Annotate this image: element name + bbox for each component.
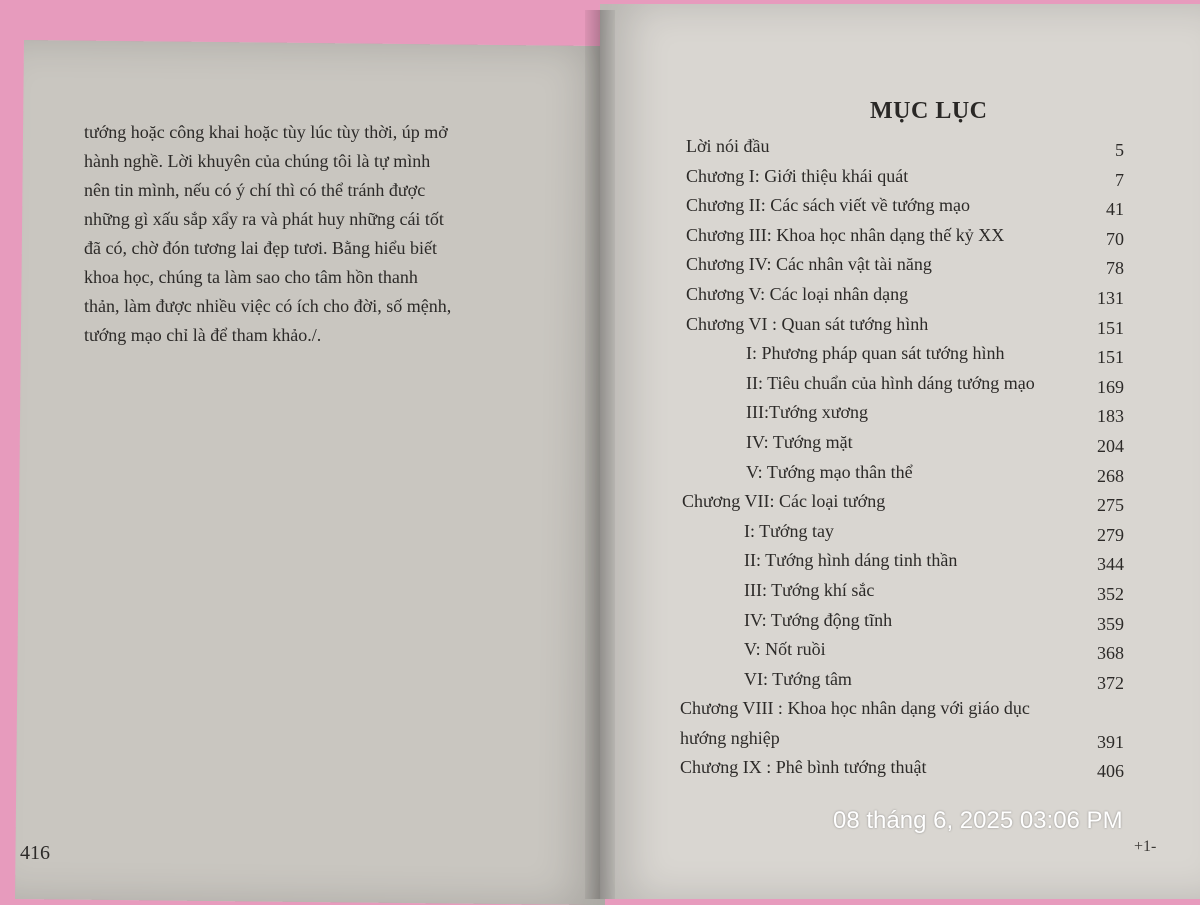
toc-entry [678, 312, 1156, 342]
toc-entry [678, 193, 1156, 223]
toc-subentry [678, 460, 1156, 490]
toc-entry-page: 368 [1097, 643, 1124, 664]
left-page-number: 416 [20, 842, 50, 864]
toc-entry-page: 275 [1097, 495, 1124, 516]
toc-entry-page: 268 [1097, 465, 1124, 486]
toc-subentry [678, 371, 1156, 401]
photo-timestamp: 08 tháng 6, 2025 03:06 PM [833, 807, 1123, 834]
toc-entry [678, 489, 1156, 519]
toc-entry-label: Chương VII: Các loại tướng [682, 491, 886, 512]
body-line: tướng mạo chỉ là để tham khảo./. [84, 325, 322, 345]
toc-entry-label: Chương III: Khoa học nhân dạng thế kỷ XX [686, 224, 1005, 245]
toc-entry-page: 41 [1106, 199, 1124, 220]
body-line: tướng hoặc công khai hoặc tùy lúc tùy thời, úp mở [84, 122, 448, 142]
toc-subentry [678, 637, 1156, 667]
toc-subentry [678, 341, 1156, 371]
table-of-contents [678, 134, 1156, 785]
toc-entry-label: VI: Tướng tâm [744, 668, 852, 689]
toc-entry-page: 78 [1106, 258, 1124, 279]
toc-entry-page: 169 [1097, 376, 1124, 397]
toc-entry-page: 406 [1097, 761, 1124, 782]
body-line: khoa học, chúng ta làm sao cho tâm hồn thanh [84, 267, 418, 287]
toc-entry [678, 696, 1156, 726]
toc-subentry [678, 578, 1156, 608]
toc-entry-page: 372 [1097, 672, 1124, 693]
body-line: những gì xấu sắp xẩy ra và phát huy những cái tốt [84, 209, 444, 229]
body-line: nên tin mình, nếu có ý chí thì có thể tránh được [84, 180, 426, 200]
body-line: đã có, chờ đón tương lai đẹp tươi. Bằng hiểu biết [84, 238, 437, 258]
body-line: thản, làm được nhiều việc có ích cho đời, số mệnh, [84, 296, 452, 316]
toc-subentry [678, 548, 1156, 578]
toc-entry [678, 282, 1156, 312]
toc-entry-label: V: Tướng mạo thân thể [746, 461, 913, 482]
book-gutter [585, 10, 615, 899]
toc-entry-label: Chương IX : Phê bình tướng thuật [680, 757, 927, 778]
toc-entry-label: III: Tướng khí sắc [744, 579, 875, 600]
toc-subentry [678, 519, 1156, 549]
toc-entry-label: Chương II: Các sách viết về tướng mạo [686, 195, 970, 216]
toc-entry-page: 151 [1097, 317, 1124, 338]
toc-entry-page: 70 [1106, 228, 1124, 249]
toc-entry-label: Chương I: Giới thiệu khái quát [686, 165, 909, 186]
toc-entry [678, 223, 1156, 253]
right-page-number: +1- [1134, 838, 1157, 855]
toc-entry-label: Lời nói đầu [686, 136, 770, 156]
toc-subentry [678, 430, 1156, 460]
toc-entry-label: I: Tướng tay [744, 520, 834, 541]
toc-entry-page: 391 [1097, 731, 1124, 752]
toc-entry-label: Chương VIII : Khoa học nhân dạng với giáo dục [680, 698, 1030, 719]
toc-entry-page: 183 [1097, 406, 1124, 427]
toc-title: MỤC LỤC [870, 98, 988, 124]
toc-entry [678, 134, 1156, 164]
toc-entry-label: III:Tướng xương [746, 402, 869, 423]
toc-entry-page: 7 [1115, 169, 1124, 190]
toc-entry-page: 359 [1097, 613, 1124, 634]
toc-subentry [678, 667, 1156, 697]
toc-entry-label: V: Nốt ruồi [744, 639, 826, 660]
toc-entry-label: II: Tướng hình dáng tinh thần [744, 550, 958, 571]
toc-entry-label: Chương V: Các loại nhân dạng [686, 283, 909, 304]
left-page-body [84, 118, 544, 350]
toc-entry-page: 131 [1097, 287, 1124, 308]
toc-entry [678, 252, 1156, 282]
toc-entry-label: IV: Tướng động tĩnh [744, 609, 893, 630]
toc-entry-label: II: Tiêu chuẩn của hình dáng tướng mạo [746, 372, 1035, 393]
toc-entry-page: 5 [1115, 140, 1124, 160]
toc-entry [678, 726, 1156, 756]
toc-entry [678, 164, 1156, 194]
toc-entry-label: IV: Tướng mặt [746, 431, 853, 452]
body-line: hành nghề. Lời khuyên của chúng tôi là tự mình [84, 151, 431, 171]
toc-entry-page: 204 [1097, 435, 1124, 456]
toc-entry [678, 755, 1156, 785]
toc-subentry [678, 608, 1156, 638]
toc-entry-label: hướng nghiệp [680, 727, 780, 748]
toc-entry-label: Chương IV: Các nhân vật tài năng [686, 254, 932, 275]
toc-subentry [678, 400, 1156, 430]
toc-entry-page: 279 [1097, 524, 1124, 545]
toc-entry-label: I: Phương pháp quan sát tướng hình [746, 343, 1005, 364]
toc-entry-page: 352 [1097, 583, 1124, 604]
toc-entry-page: 344 [1097, 554, 1124, 575]
toc-entry-label: Chương VI : Quan sát tướng hình [686, 313, 929, 334]
toc-entry-page: 151 [1097, 347, 1124, 368]
